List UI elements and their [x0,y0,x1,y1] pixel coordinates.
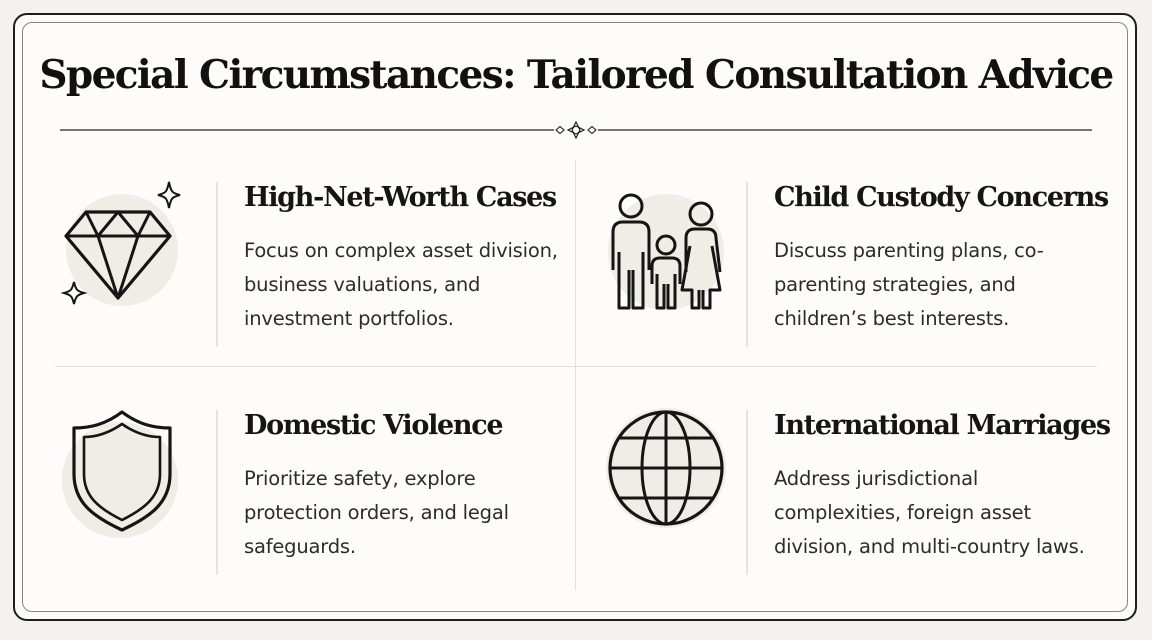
card-description: Discuss parenting plans, co-parenting strategies, and children’s best interests. [774,239,1044,330]
card-title: Domestic Violence [244,410,503,441]
card-title: International Marriages [774,410,1110,441]
card-description: Prioritize safety, explore protection orders, and legal safeguards. [244,467,509,558]
card-separator [746,410,748,575]
card-separator [216,182,218,347]
card-description: Address jurisdictional complexities, foreign asset division, and multi-country laws. [774,467,1085,558]
page-title: Special Circumstances: Tailored Consultation Advice [39,52,1113,98]
card-separator [216,410,218,575]
card-child-custody [586,172,1106,342]
title-divider [60,120,1092,140]
card-title: High-Net-Worth Cases [244,182,556,213]
horizontal-grid-divider [55,366,1097,367]
globe-icon [586,400,736,570]
card-description: Focus on complex asset division, business valuations, and investment portfolios. [244,239,558,330]
family-icon [586,172,736,342]
card-separator [746,182,748,347]
card-international-marriages [586,400,1110,570]
card-domestic-violence [56,400,576,570]
diamond-icon [56,172,206,342]
card-high-net-worth [56,172,576,342]
card-title: Child Custody Concerns [774,182,1108,213]
shield-icon [56,400,206,570]
